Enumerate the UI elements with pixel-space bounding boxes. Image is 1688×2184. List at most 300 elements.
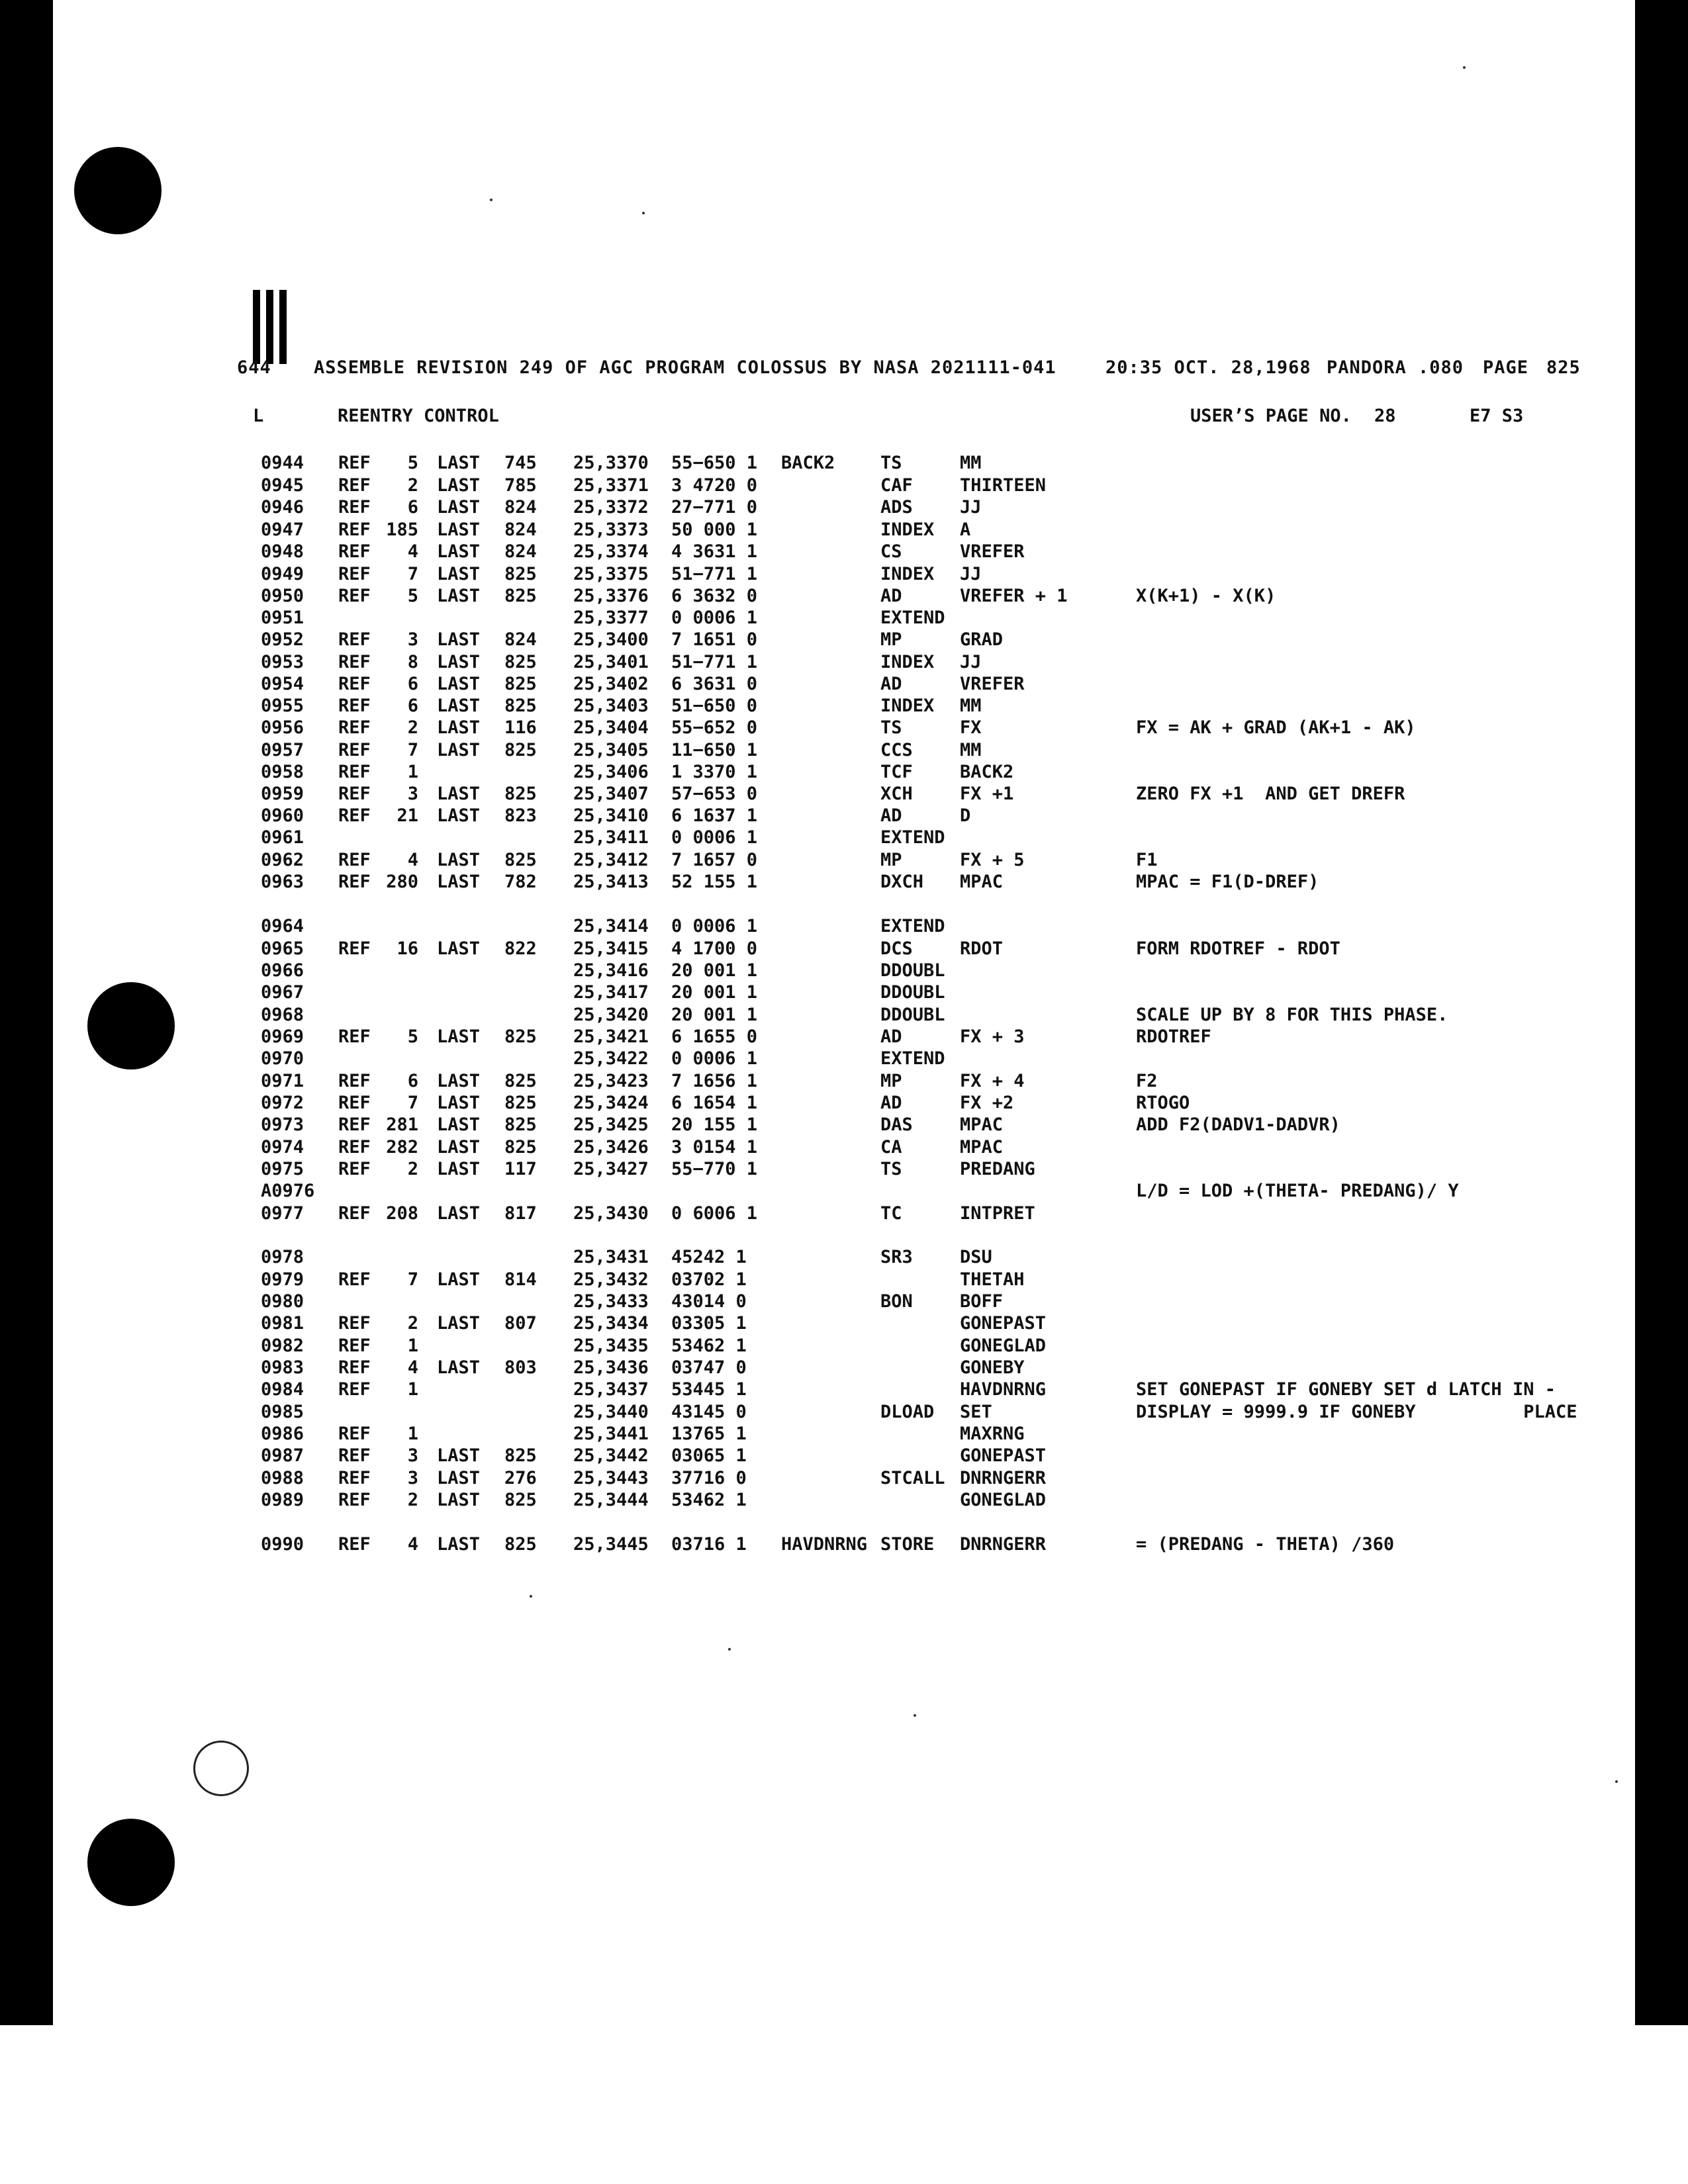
row-op: MP (880, 850, 902, 870)
row-ref: REF (338, 1026, 371, 1047)
row-ref: REF (338, 1115, 371, 1135)
row-page: 825 (504, 1093, 537, 1113)
row-last: LAST (437, 629, 481, 650)
row-line: 0957 (261, 740, 305, 760)
row-last: LAST (437, 1269, 481, 1290)
row-page: 825 (504, 1115, 537, 1135)
row-op: EXTEND (880, 916, 945, 936)
row-word: 6 3632 0 (671, 586, 758, 606)
row-word: 43014 0 (671, 1291, 747, 1312)
row-addr: 25,3377 (573, 608, 649, 628)
row-addr: 25,3406 (573, 762, 649, 782)
row-line: 0987 (261, 1445, 305, 1466)
row-last: LAST (437, 805, 481, 826)
row-line: 0982 (261, 1336, 305, 1356)
row-op: AD (880, 805, 902, 826)
row-addr: 25,3402 (573, 674, 649, 694)
row-operand: BOFF (960, 1291, 1004, 1312)
row-n: 1 (407, 762, 418, 782)
row-n: 4 (407, 850, 418, 870)
row-addr: 25,3443 (573, 1468, 649, 1488)
row-comment: F1 (1136, 850, 1158, 870)
page-label: PAGE (1483, 357, 1529, 378)
row-last: LAST (437, 1137, 481, 1158)
listing-row (0, 629, 1688, 652)
row-operand: MPAC (960, 1137, 1004, 1158)
row-operand: FX (960, 717, 982, 738)
row-line: 0961 (261, 827, 305, 848)
listing-row (0, 1379, 1688, 1402)
row-word: 7 1651 0 (671, 629, 758, 650)
row-op: AD (880, 1093, 902, 1113)
row-ref: REF (338, 740, 371, 760)
row-operand: GONEGLAD (960, 1490, 1047, 1510)
row-line: 0948 (261, 541, 305, 562)
listing-row (0, 1247, 1688, 1269)
row-op: CCS (880, 740, 913, 760)
row-word: 03305 1 (671, 1313, 747, 1334)
row-op: XCH (880, 784, 913, 804)
listing-row (0, 586, 1688, 608)
row-page: 825 (504, 696, 537, 716)
speck (1463, 66, 1466, 69)
row-last: LAST (437, 1026, 481, 1047)
row-op: CS (880, 541, 902, 562)
listing-row (0, 1048, 1688, 1071)
row-addr: 25,3370 (573, 453, 649, 473)
row-line: A0976 (261, 1181, 315, 1201)
row-word: 51−771 1 (671, 652, 758, 672)
row-ref: REF (338, 1468, 371, 1488)
speck (914, 1714, 916, 1717)
row-line: 0977 (261, 1203, 305, 1224)
section-marker: L (253, 406, 264, 426)
row-word: 55−652 0 (671, 717, 758, 738)
row-addr: 25,3403 (573, 696, 649, 716)
row-addr: 25,3411 (573, 827, 649, 848)
listing-row (0, 674, 1688, 696)
row-last: LAST (437, 1468, 481, 1488)
row-last: LAST (437, 717, 481, 738)
row-operand: VREFER (960, 674, 1025, 694)
row-addr: 25,3440 (573, 1402, 649, 1422)
row-ref: REF (338, 1159, 371, 1179)
listing-row (0, 1181, 1688, 1203)
row-comment: FX = AK + GRAD (AK+1 - AK) (1136, 717, 1416, 738)
row-n: 7 (407, 564, 418, 584)
row-op: ADS (880, 497, 913, 518)
listing-title: ASSEMBLE REVISION 249 OF AGC PROGRAM COLOSSUS BY NASA 2021111-041 (314, 357, 1056, 378)
row-addr: 25,3413 (573, 872, 649, 892)
row-last: LAST (437, 850, 481, 870)
row-word: 0 0006 1 (671, 608, 758, 628)
row-addr: 25,3417 (573, 982, 649, 1003)
row-operand: FX +1 (960, 784, 1014, 804)
row-last: LAST (437, 586, 481, 606)
listing-row (0, 1336, 1688, 1358)
row-last: LAST (437, 1093, 481, 1113)
row-word: 0 0006 1 (671, 916, 758, 936)
row-n: 1 (407, 1336, 418, 1356)
row-ref: REF (338, 1424, 371, 1444)
row-operand: MPAC (960, 1115, 1004, 1135)
row-page: 824 (504, 520, 537, 540)
row-ref: REF (338, 784, 371, 804)
row-line: 0947 (261, 520, 305, 540)
row-n: 2 (407, 717, 418, 738)
row-comment: = (PREDANG - THETA) /360 (1136, 1534, 1395, 1555)
row-word: 20 001 1 (671, 1005, 758, 1025)
listing-row (0, 608, 1688, 630)
row-ref: REF (338, 541, 371, 562)
listing-row (0, 1071, 1688, 1093)
row-addr: 25,3422 (573, 1048, 649, 1069)
row-addr: 25,3412 (573, 850, 649, 870)
row-operand: GRAD (960, 629, 1004, 650)
row-word: 4 1700 0 (671, 938, 758, 959)
row-line: 0985 (261, 1402, 305, 1422)
row-word: 52 155 1 (671, 872, 758, 892)
row-line: 0969 (261, 1026, 305, 1047)
row-line: 0955 (261, 696, 305, 716)
row-word: 03065 1 (671, 1445, 747, 1466)
row-ref: REF (338, 1269, 371, 1290)
row-word: 43145 0 (671, 1402, 747, 1422)
row-op: EXTEND (880, 1048, 945, 1069)
row-ref: REF (338, 717, 371, 738)
row-line: 0981 (261, 1313, 305, 1334)
row-page: 817 (504, 1203, 537, 1224)
row-ref: REF (338, 1137, 371, 1158)
row-word: 57−653 0 (671, 784, 758, 804)
row-line: 0983 (261, 1357, 305, 1378)
row-last: LAST (437, 1445, 481, 1466)
row-addr: 25,3372 (573, 497, 649, 518)
row-line: 0968 (261, 1005, 305, 1025)
row-word: 1 3370 1 (671, 762, 758, 782)
row-op: INDEX (880, 520, 935, 540)
row-n: 3 (407, 1468, 418, 1488)
row-n: 3 (407, 784, 418, 804)
row-op: AD (880, 1026, 902, 1047)
punch-hole-bottom (87, 1819, 175, 1906)
user-page-number: 28 (1374, 406, 1396, 426)
row-word: 6 3631 0 (671, 674, 758, 694)
row-addr: 25,3430 (573, 1203, 649, 1224)
row-n: 2 (407, 1313, 418, 1334)
row-addr: 25,3405 (573, 740, 649, 760)
row-addr: 25,3433 (573, 1291, 649, 1312)
row-addr: 25,3442 (573, 1445, 649, 1466)
row-word: 6 1637 1 (671, 805, 758, 826)
row-ref: REF (338, 453, 371, 473)
row-word: 7 1657 0 (671, 850, 758, 870)
speck (490, 199, 492, 201)
row-n: 3 (407, 629, 418, 650)
row-op: DLOAD (880, 1402, 935, 1422)
timestamp: 20:35 OCT. 28,1968 (1105, 357, 1311, 378)
row-ref: REF (338, 696, 371, 716)
row-word: 20 155 1 (671, 1115, 758, 1135)
row-line: 0954 (261, 674, 305, 694)
row-n: 208 (386, 1203, 418, 1224)
row-addr: 25,3404 (573, 717, 649, 738)
row-op: TC (880, 1203, 902, 1224)
row-n: 282 (386, 1137, 418, 1158)
row-operand: HAVDNRNG (960, 1379, 1047, 1400)
row-last: LAST (437, 475, 481, 496)
row-page: 823 (504, 805, 537, 826)
row-addr: 25,3427 (573, 1159, 649, 1179)
listing-row (0, 1269, 1688, 1292)
listing-row (0, 497, 1688, 520)
row-op: EXTEND (880, 827, 945, 848)
row-last: LAST (437, 1115, 481, 1135)
row-last: LAST (437, 1071, 481, 1091)
row-page: 782 (504, 872, 537, 892)
listing-row (0, 717, 1688, 740)
row-word: 27−771 0 (671, 497, 758, 518)
listing-row (0, 475, 1688, 498)
row-addr: 25,3445 (573, 1534, 649, 1555)
listing-row (0, 1468, 1688, 1490)
row-operand: FX +2 (960, 1093, 1014, 1113)
row-n: 1 (407, 1424, 418, 1444)
row-word: 0 0006 1 (671, 827, 758, 848)
row-line: 0959 (261, 784, 305, 804)
row-operand: INTPRET (960, 1203, 1035, 1224)
row-last: LAST (437, 784, 481, 804)
row-ref: REF (338, 1071, 371, 1091)
row-page: 745 (504, 453, 537, 473)
row-operand: DSU (960, 1247, 992, 1267)
row-operand: JJ (960, 564, 982, 584)
row-word: 13765 1 (671, 1424, 747, 1444)
row-comment: ZERO FX +1 AND GET DREFR (1136, 784, 1405, 804)
row-word: 3 4720 0 (671, 475, 758, 496)
row-page: 116 (504, 717, 537, 738)
row-addr: 25,3401 (573, 652, 649, 672)
listing-row (0, 541, 1688, 564)
row-line: 0988 (261, 1468, 305, 1488)
row-page: 825 (504, 740, 537, 760)
row-addr: 25,3436 (573, 1357, 649, 1378)
row-op: DDOUBL (880, 960, 945, 981)
listing-row (0, 872, 1688, 894)
listing-row (0, 1402, 1688, 1424)
row-operand: JJ (960, 497, 982, 518)
row-ref: REF (338, 564, 371, 584)
row-n: 3 (407, 1445, 418, 1466)
row-ref: REF (338, 652, 371, 672)
row-op: STORE (880, 1534, 935, 1555)
row-op: TS (880, 1159, 902, 1179)
row-line: 0990 (261, 1534, 305, 1555)
listing-row (0, 1534, 1688, 1557)
row-op: DDOUBL (880, 982, 945, 1003)
row-last: LAST (437, 497, 481, 518)
listing-row (0, 1115, 1688, 1137)
row-last: LAST (437, 1490, 481, 1510)
row-ref: REF (338, 872, 371, 892)
section-title: REENTRY CONTROL (338, 406, 499, 426)
row-n: 16 (397, 938, 418, 959)
row-line: 0984 (261, 1379, 305, 1400)
row-addr: 25,3414 (573, 916, 649, 936)
row-page: 803 (504, 1357, 537, 1378)
speck (1615, 1780, 1618, 1783)
listing-row (0, 1093, 1688, 1115)
row-n: 6 (407, 1071, 418, 1091)
row-word: 20 001 1 (671, 982, 758, 1003)
row-page: 117 (504, 1159, 537, 1179)
listing-row (0, 564, 1688, 586)
row-ref: REF (338, 938, 371, 959)
row-operand: BACK2 (960, 762, 1014, 782)
row-last: LAST (437, 740, 481, 760)
listing-row (0, 652, 1688, 674)
row-operand: A (960, 520, 971, 540)
row-line: 0986 (261, 1424, 305, 1444)
row-line: 0951 (261, 608, 305, 628)
row-word: 37716 0 (671, 1468, 747, 1488)
row-page: 825 (504, 586, 537, 606)
row-n: 21 (397, 805, 418, 826)
listing-row (0, 1026, 1688, 1049)
row-op: DXCH (880, 872, 924, 892)
row-line: 0950 (261, 586, 305, 606)
row-operand: MAXRNG (960, 1424, 1025, 1444)
row-operand: MPAC (960, 872, 1004, 892)
row-word: 4 3631 1 (671, 541, 758, 562)
row-line: 0945 (261, 475, 305, 496)
row-word: 03702 1 (671, 1269, 747, 1290)
row-ref: REF (338, 497, 371, 518)
row-op: MP (880, 629, 902, 650)
row-n: 6 (407, 497, 418, 518)
row-word: 6 1655 0 (671, 1026, 758, 1047)
row-ref: REF (338, 1445, 371, 1466)
row-op: DDOUBL (880, 1005, 945, 1025)
row-operand: FX + 4 (960, 1071, 1025, 1091)
row-n: 5 (407, 586, 418, 606)
row-ref: REF (338, 1313, 371, 1334)
row-operand: DNRNGERR (960, 1534, 1047, 1555)
row-word: 7 1656 1 (671, 1071, 758, 1091)
listing-row (0, 938, 1688, 961)
listing-row (0, 1005, 1688, 1027)
row-n: 6 (407, 674, 418, 694)
row-addr: 25,3423 (573, 1071, 649, 1091)
listing-row (0, 960, 1688, 983)
row-page: 814 (504, 1269, 537, 1290)
row-last: LAST (437, 520, 481, 540)
row-comment: X(K+1) - X(K) (1136, 586, 1276, 606)
row-ref: REF (338, 850, 371, 870)
listing-row (0, 1445, 1688, 1468)
row-n: 4 (407, 541, 418, 562)
row-addr: 25,3426 (573, 1137, 649, 1158)
listing-row (0, 1313, 1688, 1336)
row-last: LAST (437, 541, 481, 562)
row-ref: REF (338, 629, 371, 650)
row-ref: REF (338, 1490, 371, 1510)
row-word: 3 0154 1 (671, 1137, 758, 1158)
row-addr: 25,3441 (573, 1424, 649, 1444)
row-operand: SET (960, 1402, 992, 1422)
row-line: 0965 (261, 938, 305, 959)
row-last: LAST (437, 564, 481, 584)
row-ref: REF (338, 475, 371, 496)
listing-row (0, 827, 1688, 850)
listing-row (0, 1357, 1688, 1380)
row-n: 2 (407, 475, 418, 496)
row-page: 825 (504, 1534, 537, 1555)
row-word: 50 000 1 (671, 520, 758, 540)
row-operand: THIRTEEN (960, 475, 1047, 496)
row-line: 0978 (261, 1247, 305, 1267)
row-last: LAST (437, 696, 481, 716)
row-addr: 25,3400 (573, 629, 649, 650)
row-line: 0973 (261, 1115, 305, 1135)
row-word: 03747 0 (671, 1357, 747, 1378)
row-n: 185 (386, 520, 418, 540)
row-op: BON (880, 1291, 913, 1312)
row-op: MP (880, 1071, 902, 1091)
row-addr: 25,3434 (573, 1313, 649, 1334)
row-op: TS (880, 453, 902, 473)
row-line: 0989 (261, 1490, 305, 1510)
row-ref: REF (338, 586, 371, 606)
row-addr: 25,3437 (573, 1379, 649, 1400)
row-word: 55−770 1 (671, 1159, 758, 1179)
row-operand: DNRNGERR (960, 1468, 1047, 1488)
row-addr: 25,3431 (573, 1247, 649, 1267)
row-page: 825 (504, 564, 537, 584)
row-n: 1 (407, 1379, 418, 1400)
row-addr: 25,3375 (573, 564, 649, 584)
row-n: 5 (407, 453, 418, 473)
listing-row (0, 805, 1688, 828)
row-line: 0979 (261, 1269, 305, 1290)
row-n: 6 (407, 696, 418, 716)
row-operand: FX + 3 (960, 1026, 1025, 1047)
row-op: EXTEND (880, 608, 945, 628)
row-ref: REF (338, 674, 371, 694)
row-line: 0953 (261, 652, 305, 672)
listing-row (0, 784, 1688, 806)
row-addr: 25,3432 (573, 1269, 649, 1290)
listing-row (0, 1203, 1688, 1226)
speck (642, 212, 645, 214)
listing-row (0, 453, 1688, 475)
section-code: E7 S3 (1470, 406, 1524, 426)
row-line: 0964 (261, 916, 305, 936)
row-n: 4 (407, 1357, 418, 1378)
row-addr: 25,3444 (573, 1490, 649, 1510)
row-addr: 25,3407 (573, 784, 649, 804)
listing-row (0, 520, 1688, 542)
row-addr: 25,3420 (573, 1005, 649, 1025)
row-last: LAST (437, 652, 481, 672)
row-ref: REF (338, 520, 371, 540)
row-comment: ADD F2(DADV1-DADVR) (1136, 1115, 1340, 1135)
row-page: 825 (504, 1445, 537, 1466)
row-last: LAST (437, 1203, 481, 1224)
row-n: 2 (407, 1490, 418, 1510)
listing-row (0, 1424, 1688, 1446)
row-addr: 25,3374 (573, 541, 649, 562)
